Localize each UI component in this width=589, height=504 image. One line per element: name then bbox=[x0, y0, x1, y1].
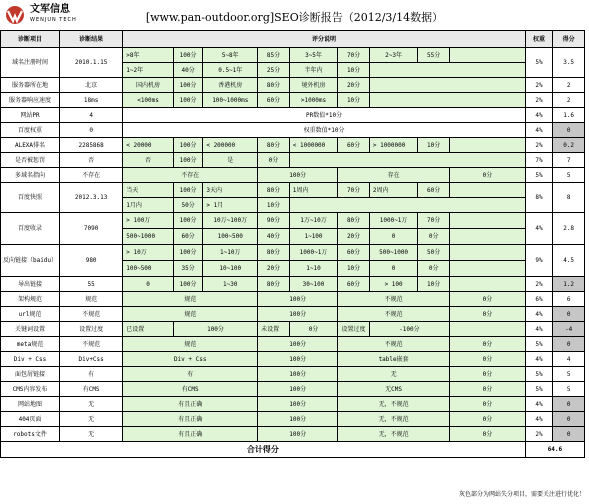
criteria-cell: 有CMS bbox=[123, 382, 258, 397]
criteria-cell-empty bbox=[449, 213, 525, 229]
item-weight: 2% bbox=[525, 277, 552, 292]
item-result: 否 bbox=[60, 153, 123, 168]
item-weight: 2% bbox=[525, 427, 552, 442]
item-name: 架构规范 bbox=[1, 292, 60, 307]
criteria-cell: 已设置 bbox=[123, 322, 174, 337]
table-row bbox=[1, 168, 585, 183]
item-score: 0 bbox=[553, 412, 585, 427]
item-weight: 7% bbox=[525, 153, 552, 168]
criteria-cell: 100分 bbox=[258, 337, 338, 352]
criteria-cell: 10分 bbox=[338, 261, 370, 277]
item-name: 多域名指向 bbox=[1, 168, 60, 183]
criteria-cell: 80分 bbox=[258, 138, 290, 153]
criteria-cell: > 10万 bbox=[123, 245, 174, 261]
item-score: 1.2 bbox=[553, 277, 585, 292]
criteria-cell: 0分 bbox=[449, 168, 525, 183]
table-row bbox=[1, 412, 585, 427]
criteria-cell: 10分 bbox=[258, 198, 290, 213]
item-result: 980 bbox=[60, 245, 123, 277]
item-name: 导出链接 bbox=[1, 277, 60, 292]
criteria-cell: 1~100 bbox=[289, 229, 337, 245]
criteria-cell: 100分 bbox=[173, 138, 203, 153]
criteria-cell: 5~8年 bbox=[203, 48, 258, 63]
criteria-cell: 1000~1万 bbox=[369, 213, 417, 229]
item-score: -4 bbox=[553, 322, 585, 337]
criteria-cell: 规范 bbox=[123, 307, 258, 322]
item-score: 2 bbox=[553, 78, 585, 93]
item-score: 3.5 bbox=[553, 48, 585, 78]
item-name: 404页面 bbox=[1, 412, 60, 427]
criteria-cell: 1~30 bbox=[203, 277, 258, 292]
item-score: 4 bbox=[553, 352, 585, 367]
criteria-cell: 半年内 bbox=[289, 63, 337, 78]
criteria-cell: 30~100 bbox=[289, 277, 337, 292]
table-row bbox=[1, 397, 585, 412]
item-score: 4.5 bbox=[553, 245, 585, 277]
criteria-cell: 60分 bbox=[258, 93, 290, 108]
item-weight: 5% bbox=[525, 48, 552, 78]
criteria-cell-empty bbox=[449, 183, 525, 198]
item-name: 网站地图 bbox=[1, 397, 60, 412]
criteria-cell: 无，不规范 bbox=[338, 397, 450, 412]
table-row bbox=[1, 277, 585, 292]
item-result: 不规范 bbox=[60, 307, 123, 322]
criteria-cell: 规范 bbox=[123, 337, 258, 352]
criteria-cell-empty bbox=[369, 78, 525, 93]
criteria-cell: 1万~10万 bbox=[289, 213, 337, 229]
item-result: 无 bbox=[60, 427, 123, 442]
criteria-cell: 100分 bbox=[258, 382, 338, 397]
criteria-cell: 80分 bbox=[258, 245, 290, 261]
table-row bbox=[1, 78, 585, 93]
table-row bbox=[1, 245, 585, 261]
total-row bbox=[1, 442, 585, 458]
criteria-cell: 70分 bbox=[338, 48, 370, 63]
table-row bbox=[1, 427, 585, 442]
table-row bbox=[1, 337, 585, 352]
criteria-cell: 50分 bbox=[418, 245, 450, 261]
item-result: 规范 bbox=[60, 292, 123, 307]
item-score: 0 bbox=[553, 397, 585, 412]
criteria-cell: 100分 bbox=[258, 427, 338, 442]
item-result: 55 bbox=[60, 277, 123, 292]
item-name: 网站PR bbox=[1, 108, 60, 123]
criteria-cell: 60分 bbox=[338, 138, 370, 153]
criteria-cell: Div + Css bbox=[123, 352, 258, 367]
criteria-cell: < 1000000 bbox=[289, 138, 337, 153]
criteria-cell: 80分 bbox=[258, 277, 290, 292]
table-row bbox=[1, 153, 585, 168]
total-label: 合计得分 bbox=[1, 442, 526, 458]
criteria-cell: 存在 bbox=[338, 168, 450, 183]
criteria-cell: 1~10万 bbox=[203, 245, 258, 261]
criteria-cell-empty bbox=[449, 261, 525, 277]
criteria-cell: 500~1000 bbox=[369, 245, 417, 261]
criteria-cell: 100分 bbox=[173, 183, 203, 198]
criteria-cell-empty bbox=[369, 63, 525, 78]
seo-diagnosis-table bbox=[0, 30, 585, 458]
item-weight: 8% bbox=[525, 183, 552, 213]
item-result: 18ms bbox=[60, 93, 123, 108]
item-name: meta规范 bbox=[1, 337, 60, 352]
item-score: 0 bbox=[553, 307, 585, 322]
item-result: 7090 bbox=[60, 213, 123, 245]
criteria-cell: 20分 bbox=[338, 78, 370, 93]
criteria-cell: 0分 bbox=[449, 367, 525, 382]
criteria-cell: 100分 bbox=[173, 93, 203, 108]
criteria-cell: >8年 bbox=[123, 48, 174, 63]
column-header-weight: 权重 bbox=[525, 31, 552, 48]
criteria-cell: 无，不规范 bbox=[338, 427, 450, 442]
criteria-cell: 1周内 bbox=[289, 183, 337, 198]
criteria-cell: 100分 bbox=[258, 307, 338, 322]
item-weight: 2% bbox=[525, 138, 552, 153]
criteria-cell: 0分 bbox=[258, 153, 290, 168]
table-row bbox=[1, 213, 585, 229]
item-result: 有 bbox=[60, 367, 123, 382]
item-name: 服务器响应速度 bbox=[1, 93, 60, 108]
criteria-cell: 100分 bbox=[173, 277, 203, 292]
item-weight: 2% bbox=[525, 78, 552, 93]
criteria-cell: 是 bbox=[203, 153, 258, 168]
criteria-cell: 0分 bbox=[449, 427, 525, 442]
column-header-item: 诊断项目 bbox=[1, 31, 60, 48]
item-name: ALEXA排名 bbox=[1, 138, 60, 153]
criteria-cell: 0 bbox=[123, 277, 174, 292]
criteria-cell: 有 bbox=[123, 367, 258, 382]
criteria-cell-empty bbox=[289, 153, 525, 168]
item-score: 2.8 bbox=[553, 213, 585, 245]
criteria-cell: 10~100 bbox=[203, 261, 258, 277]
item-weight: 4% bbox=[525, 412, 552, 427]
table-header-row bbox=[1, 31, 585, 48]
criteria-cell: 未设置 bbox=[258, 322, 290, 337]
criteria-cell: 0 bbox=[369, 261, 417, 277]
criteria-cell: 1~2年 bbox=[123, 63, 174, 78]
item-weight: 4% bbox=[525, 352, 552, 367]
item-name: url规范 bbox=[1, 307, 60, 322]
criteria-cell: 80分 bbox=[258, 78, 290, 93]
criteria-cell: 10分 bbox=[418, 277, 450, 292]
column-header-result: 诊断结果 bbox=[60, 31, 123, 48]
table-row bbox=[1, 183, 585, 198]
item-result: Div+Css bbox=[60, 352, 123, 367]
criteria-cell: > 100万 bbox=[123, 213, 174, 229]
item-score: 5 bbox=[553, 168, 585, 183]
criteria-cell: 规范 bbox=[123, 292, 258, 307]
table-row bbox=[1, 352, 585, 367]
item-result: 无 bbox=[60, 412, 123, 427]
criteria-cell: 10分 bbox=[418, 138, 450, 153]
criteria-cell: 国内机房 bbox=[123, 78, 174, 93]
criteria-cell: 60分 bbox=[418, 183, 450, 198]
criteria-cell: > 1000000 bbox=[369, 138, 417, 153]
criteria-cell: 80分 bbox=[258, 183, 290, 198]
criteria-cell: 35分 bbox=[173, 261, 203, 277]
criteria-cell-empty bbox=[449, 277, 525, 292]
criteria-cell: 无 bbox=[338, 367, 450, 382]
column-header-criteria: 评分说明 bbox=[123, 31, 526, 48]
table-row bbox=[1, 367, 585, 382]
item-result: 设置过度 bbox=[60, 322, 123, 337]
item-name: 反向链接（baidu） bbox=[1, 245, 60, 277]
criteria-cell: 100分 bbox=[258, 352, 338, 367]
item-name: 是否被惩罚 bbox=[1, 153, 60, 168]
item-result: 北京 bbox=[60, 78, 123, 93]
criteria-cell-empty bbox=[449, 48, 525, 63]
criteria-cell: 1~10 bbox=[289, 261, 337, 277]
criteria-cell: 2~3年 bbox=[369, 48, 417, 63]
table-row bbox=[1, 322, 585, 337]
criteria-cell: 1月内 bbox=[123, 198, 174, 213]
item-score: 7 bbox=[553, 153, 585, 168]
criteria-cell: 0 bbox=[369, 229, 417, 245]
criteria-cell: 100分 bbox=[173, 48, 203, 63]
criteria-cell: < 200000 bbox=[203, 138, 258, 153]
criteria-cell: 60分 bbox=[338, 245, 370, 261]
criteria-cell: 设置过度 bbox=[338, 322, 370, 337]
criteria-cell: -100分 bbox=[369, 322, 449, 337]
criteria-cell: 3~5年 bbox=[289, 48, 337, 63]
item-result: 2012.3.13 bbox=[60, 183, 123, 213]
criteria-cell: 100分 bbox=[258, 292, 338, 307]
criteria-cell: 不规范 bbox=[338, 337, 450, 352]
criteria-cell: 60分 bbox=[338, 277, 370, 292]
criteria-cell: 80分 bbox=[338, 213, 370, 229]
criteria-cell: 20分 bbox=[338, 229, 370, 245]
item-weight: 4% bbox=[525, 213, 552, 245]
criteria-cell: 85分 bbox=[258, 48, 290, 63]
criteria-cell: > 1月 bbox=[203, 198, 258, 213]
criteria-cell: >1000ms bbox=[289, 93, 337, 108]
table-row bbox=[1, 93, 585, 108]
report-header bbox=[0, 0, 589, 30]
item-name: 百度权重 bbox=[1, 123, 60, 138]
criteria-text: PR数值*10分 bbox=[123, 108, 526, 123]
criteria-cell-empty bbox=[289, 198, 525, 213]
criteria-cell: 100~1000ms bbox=[203, 93, 258, 108]
criteria-cell: 25分 bbox=[258, 63, 290, 78]
item-weight: 4% bbox=[525, 397, 552, 412]
item-score: 0 bbox=[553, 123, 585, 138]
criteria-cell: 100分 bbox=[258, 412, 338, 427]
criteria-cell: 不规范 bbox=[338, 307, 450, 322]
item-weight: 5% bbox=[525, 337, 552, 352]
criteria-cell: 0.5~1年 bbox=[203, 63, 258, 78]
item-score: 0.2 bbox=[553, 138, 585, 153]
criteria-cell-empty bbox=[449, 138, 525, 153]
table-row bbox=[1, 108, 585, 123]
criteria-cell: 50分 bbox=[173, 198, 203, 213]
item-name: CMS内容发布 bbox=[1, 382, 60, 397]
criteria-cell: 0分 bbox=[449, 412, 525, 427]
criteria-cell: 100分 bbox=[258, 367, 338, 382]
item-weight: 9% bbox=[525, 245, 552, 277]
item-score: 2 bbox=[553, 93, 585, 108]
criteria-cell-empty bbox=[449, 245, 525, 261]
criteria-cell: 境外机房 bbox=[289, 78, 337, 93]
item-score: 6 bbox=[553, 292, 585, 307]
item-name: 域名注册时间 bbox=[1, 48, 60, 78]
criteria-cell: 不规范 bbox=[338, 292, 450, 307]
item-name: Div + Css bbox=[1, 352, 60, 367]
criteria-cell: <100ms bbox=[123, 93, 174, 108]
item-weight: 6% bbox=[525, 292, 552, 307]
footer-note: 灰色部分为网站失分项目，需要关注进行优化！ bbox=[458, 491, 585, 498]
item-name: 面包屑链接 bbox=[1, 367, 60, 382]
criteria-cell-empty bbox=[449, 322, 525, 337]
item-name: 关键词设置 bbox=[1, 322, 60, 337]
criteria-cell: 有且正确 bbox=[123, 397, 258, 412]
item-score: 5 bbox=[553, 367, 585, 382]
criteria-cell: 100分 bbox=[173, 213, 203, 229]
item-name: 服务器所在地 bbox=[1, 78, 60, 93]
column-header-score: 得分 bbox=[553, 31, 585, 48]
item-weight: 4% bbox=[525, 123, 552, 138]
criteria-cell: 0分 bbox=[449, 352, 525, 367]
criteria-cell: 0分 bbox=[449, 307, 525, 322]
criteria-cell: 40分 bbox=[258, 229, 290, 245]
item-result: 4 bbox=[60, 108, 123, 123]
criteria-cell: 55分 bbox=[418, 48, 450, 63]
total-score: 64.6 bbox=[525, 442, 584, 458]
item-name: robots文件 bbox=[1, 427, 60, 442]
brand-name: 文军信息 bbox=[30, 4, 70, 15]
criteria-cell: 10分 bbox=[338, 93, 370, 108]
report-title: [www.pan-outdoor.org]SEO诊断报告（2012/3/14数据） bbox=[145, 11, 444, 24]
item-name: 百度快照 bbox=[1, 183, 60, 213]
item-weight: 4% bbox=[525, 108, 552, 123]
item-result: 无 bbox=[60, 397, 123, 412]
criteria-cell: 100分 bbox=[258, 397, 338, 412]
criteria-cell: 500~1000 bbox=[123, 229, 174, 245]
table-row bbox=[1, 48, 585, 63]
criteria-cell: 0分 bbox=[449, 382, 525, 397]
criteria-cell: 当天 bbox=[123, 183, 174, 198]
criteria-cell: 70分 bbox=[338, 183, 370, 198]
criteria-cell: 10万~100万 bbox=[203, 213, 258, 229]
criteria-text: 权重数值*10分 bbox=[123, 123, 526, 138]
criteria-cell: 100~500 bbox=[203, 229, 258, 245]
criteria-cell: 100分 bbox=[258, 168, 338, 183]
criteria-cell: 20分 bbox=[258, 261, 290, 277]
item-weight: 5% bbox=[525, 382, 552, 397]
criteria-cell: > 100 bbox=[369, 277, 417, 292]
criteria-cell: 0分 bbox=[418, 229, 450, 245]
criteria-cell: 否 bbox=[123, 153, 174, 168]
item-score: 0 bbox=[553, 427, 585, 442]
criteria-cell: 100分 bbox=[173, 322, 257, 337]
criteria-cell: < 20000 bbox=[123, 138, 174, 153]
item-result: 不存在 bbox=[60, 168, 123, 183]
item-weight: 5% bbox=[525, 168, 552, 183]
criteria-cell: 100分 bbox=[173, 78, 203, 93]
criteria-cell: 不存在 bbox=[123, 168, 258, 183]
item-result: 0 bbox=[60, 123, 123, 138]
item-name: 百度收录 bbox=[1, 213, 60, 245]
brand-name-english: WENJUN TECH bbox=[30, 17, 77, 23]
criteria-cell: 1000~1万 bbox=[289, 245, 337, 261]
criteria-cell: 70分 bbox=[418, 213, 450, 229]
item-score: 5 bbox=[553, 382, 585, 397]
criteria-cell: 0分 bbox=[418, 261, 450, 277]
criteria-cell: 0分 bbox=[449, 337, 525, 352]
criteria-cell: 有且正确 bbox=[123, 412, 258, 427]
criteria-cell: 2周内 bbox=[369, 183, 417, 198]
item-score: 1.6 bbox=[553, 108, 585, 123]
criteria-cell: 0分 bbox=[289, 322, 337, 337]
table-row bbox=[1, 307, 585, 322]
item-score: 8 bbox=[553, 183, 585, 213]
criteria-cell: 有且正确 bbox=[123, 427, 258, 442]
criteria-cell: 90分 bbox=[258, 213, 290, 229]
table-row bbox=[1, 292, 585, 307]
item-result: 不规范 bbox=[60, 337, 123, 352]
criteria-cell: table嵌套 bbox=[338, 352, 450, 367]
criteria-cell: 无，不规范 bbox=[338, 412, 450, 427]
criteria-cell-empty bbox=[449, 229, 525, 245]
criteria-cell: 0分 bbox=[449, 397, 525, 412]
table-row bbox=[1, 382, 585, 397]
table-row bbox=[1, 123, 585, 138]
item-weight: 2% bbox=[525, 93, 552, 108]
criteria-cell: 40分 bbox=[173, 63, 203, 78]
criteria-cell: 香港机房 bbox=[203, 78, 258, 93]
item-weight: 4% bbox=[525, 322, 552, 337]
criteria-cell: 100~500 bbox=[123, 261, 174, 277]
criteria-cell: 3天内 bbox=[203, 183, 258, 198]
criteria-cell: 100分 bbox=[173, 153, 203, 168]
criteria-cell: 10分 bbox=[338, 63, 370, 78]
criteria-cell: 0分 bbox=[449, 292, 525, 307]
item-weight: 4% bbox=[525, 307, 552, 322]
item-result: 有CMS bbox=[60, 382, 123, 397]
criteria-cell-empty bbox=[369, 93, 525, 108]
item-result: 2285868 bbox=[60, 138, 123, 153]
criteria-cell: 无CMS bbox=[338, 382, 450, 397]
item-weight: 5% bbox=[525, 367, 552, 382]
criteria-cell: 100分 bbox=[173, 245, 203, 261]
criteria-cell: 60分 bbox=[173, 229, 203, 245]
table-row bbox=[1, 138, 585, 153]
item-result: 2010.1.15 bbox=[60, 48, 123, 78]
item-score: 0 bbox=[553, 337, 585, 352]
